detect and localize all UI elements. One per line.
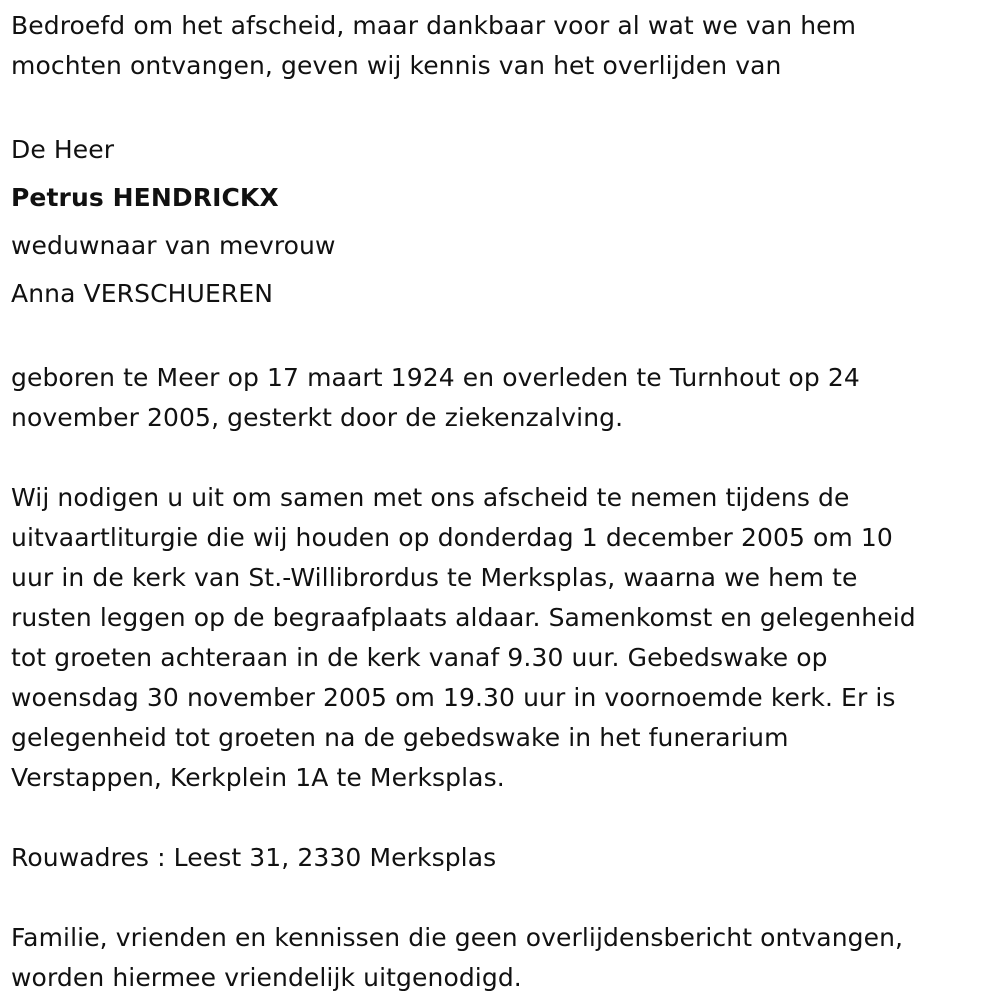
paragraph-gap [11,798,991,838]
deceased-title: De Heer [11,135,115,164]
paragraph-gap [11,86,991,126]
intro-line: Bedroefd om het afscheid, maar dankbaar voor al wat we van hem [11,11,857,40]
birth-death-line: geboren te Meer op 17 maart 1924 en overleden te Turnhout op 24 [11,363,860,392]
paragraph-gap [11,438,991,478]
invitation-paragraph [11,478,991,798]
birth-death-line: november 2005, gesterkt door de ziekenzalving. [11,403,624,432]
paragraph-gap [11,878,991,918]
birth-death-paragraph [11,358,991,438]
invitation-line: rusten leggen op de begraafplaats aldaar. Samenkomst en gelegenheid [11,603,916,632]
closing-paragraph [11,918,991,998]
invitation-line: uur in de kerk van St.-Willibrordus te Merksplas, waarna we hem te [11,563,858,592]
deceased-relation: weduwnaar van mevrouw [11,231,336,260]
deceased-name: Petrus HENDRICKX [11,183,279,212]
invitation-line: uitvaartliturgie die wij houden op donderdag 1 december 2005 om 10 [11,523,893,552]
closing-line: Familie, vrienden en kennissen die geen overlijdensbericht ontvangen, [11,923,904,952]
mourning-address: Rouwadres : Leest 31, 2330 Merksplas [11,843,497,872]
closing-line: worden hiermee vriendelijk uitgenodigd. [11,963,522,992]
invitation-line: gelegenheid tot groeten na de gebedswake in het funerarium [11,723,789,752]
spouse-name: Anna VERSCHUEREN [11,279,274,308]
paragraph-gap [11,318,991,358]
intro-paragraph [11,6,991,86]
intro-line: mochten ontvangen, geven wij kennis van het overlijden van [11,51,782,80]
deceased-block [11,126,991,318]
invitation-line: tot groeten achteraan in de kerk vanaf 9.30 uur. Gebedswake op [11,643,828,672]
invitation-line: Verstappen, Kerkplein 1A te Merksplas. [11,763,505,792]
invitation-line: Wij nodigen u uit om samen met ons afscheid te nemen tijdens de [11,483,850,512]
invitation-line: woensdag 30 november 2005 om 19.30 uur in voornoemde kerk. Er is [11,683,896,712]
death-notice [11,6,991,998]
